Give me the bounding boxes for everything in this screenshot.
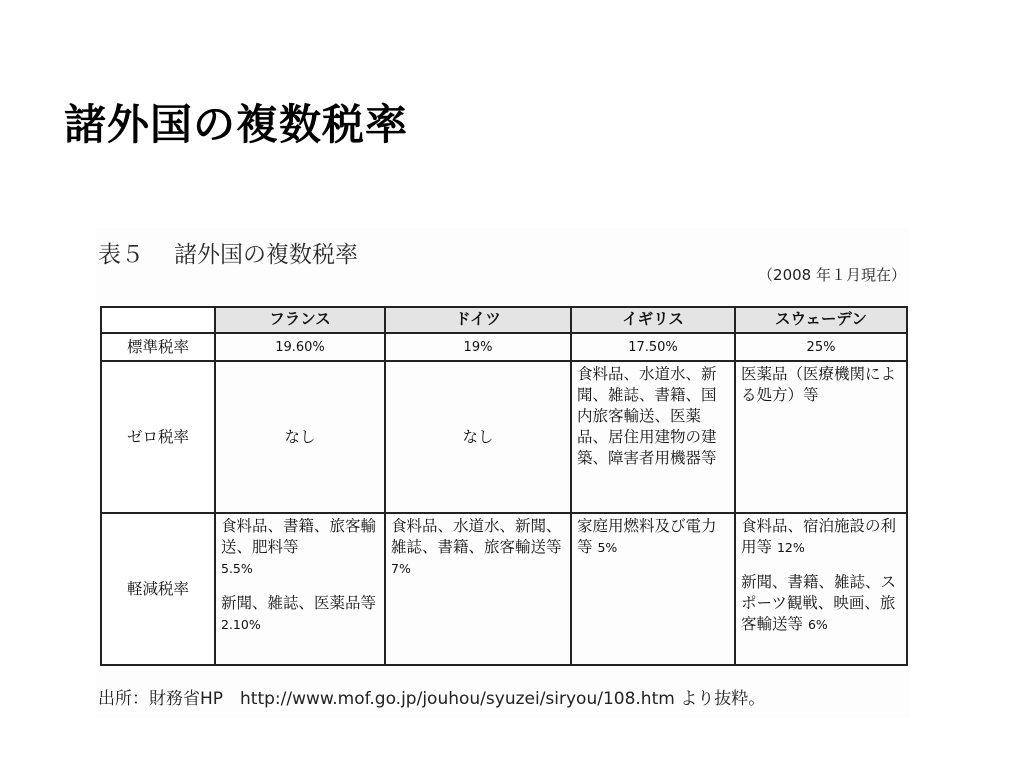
column-header-sweden: スウェーデン xyxy=(735,307,907,333)
cell-zero-sweden: 医薬品（医療機関による処方）等 xyxy=(735,361,907,513)
table-caption-number: 表５ xyxy=(98,242,144,268)
cell-reduced-sweden xyxy=(735,513,907,665)
slide-title: 諸外国の複数税率 xyxy=(64,100,409,149)
cell-reduced-uk xyxy=(571,513,735,665)
row-header-standard-rate: 標準税率 xyxy=(101,333,215,361)
cell-spacer xyxy=(741,558,901,572)
table-caption-title: 諸外国の複数税率 xyxy=(174,242,358,268)
source-note: 出所：財務省HP http://www.mof.go.jp/jouhou/syuzei/siryou/108.htm より抜粋。 xyxy=(98,689,766,709)
table-caption xyxy=(98,236,358,269)
reduced-sweden-rate-1: 12% xyxy=(776,540,805,555)
reduced-germany-items: 食料品、水道水、新聞、雑誌、書籍、旅客輸送等 xyxy=(391,517,562,556)
reduced-france-items-2: 新聞、雑誌、医薬品等 xyxy=(221,594,377,612)
cell-zero-uk: 食料品、水道水、新聞、雑誌、書籍、国内旅客輸送、医薬品、居住用建物の建築、障害者用機器等 xyxy=(571,361,735,513)
reduced-france-items-1: 食料品、書籍、旅客輸送、肥料等 xyxy=(221,517,377,556)
reduced-sweden-items-2: 新聞、書籍、雑誌、スポーツ観戦、映画、旅客輸送等 xyxy=(741,573,897,633)
reduced-france-rate-1: 5.5% xyxy=(221,561,253,576)
table-row-zero-rate xyxy=(101,361,907,513)
table-date-note: （2008 年１月現在） xyxy=(758,266,906,284)
cell-standard-germany: 19% xyxy=(385,333,571,361)
row-header-reduced-rate: 軽減税率 xyxy=(101,513,215,665)
table-row-reduced-rate xyxy=(101,513,907,665)
cell-reduced-france xyxy=(215,513,385,665)
column-header-uk: イギリス xyxy=(571,307,735,333)
row-header-zero-rate: ゼロ税率 xyxy=(101,361,215,513)
reduced-uk-rate: 5% xyxy=(597,540,618,555)
table-header-row xyxy=(101,307,907,333)
reduced-sweden-items-1: 食料品、宿泊施設の利用等 xyxy=(741,517,897,556)
tax-rate-table xyxy=(100,306,908,666)
reduced-sweden-rate-2: 6% xyxy=(807,617,828,632)
cell-standard-france: 19.60% xyxy=(215,333,385,361)
cell-zero-france: なし xyxy=(215,361,385,513)
cell-spacer xyxy=(221,579,379,593)
column-header-germany: ドイツ xyxy=(385,307,571,333)
column-header-france: フランス xyxy=(215,307,385,333)
cell-standard-sweden: 25% xyxy=(735,333,907,361)
reduced-france-rate-2: 2.10% xyxy=(221,617,261,632)
reduced-germany-rate: 7% xyxy=(391,561,411,576)
table-figure xyxy=(96,228,910,718)
table-corner-cell xyxy=(101,307,215,333)
cell-zero-germany: なし xyxy=(385,361,571,513)
reduced-uk-items: 家庭用燃料及び電力等 xyxy=(577,517,717,556)
cell-standard-uk: 17.50% xyxy=(571,333,735,361)
table-row-standard-rate xyxy=(101,333,907,361)
cell-reduced-germany xyxy=(385,513,571,665)
